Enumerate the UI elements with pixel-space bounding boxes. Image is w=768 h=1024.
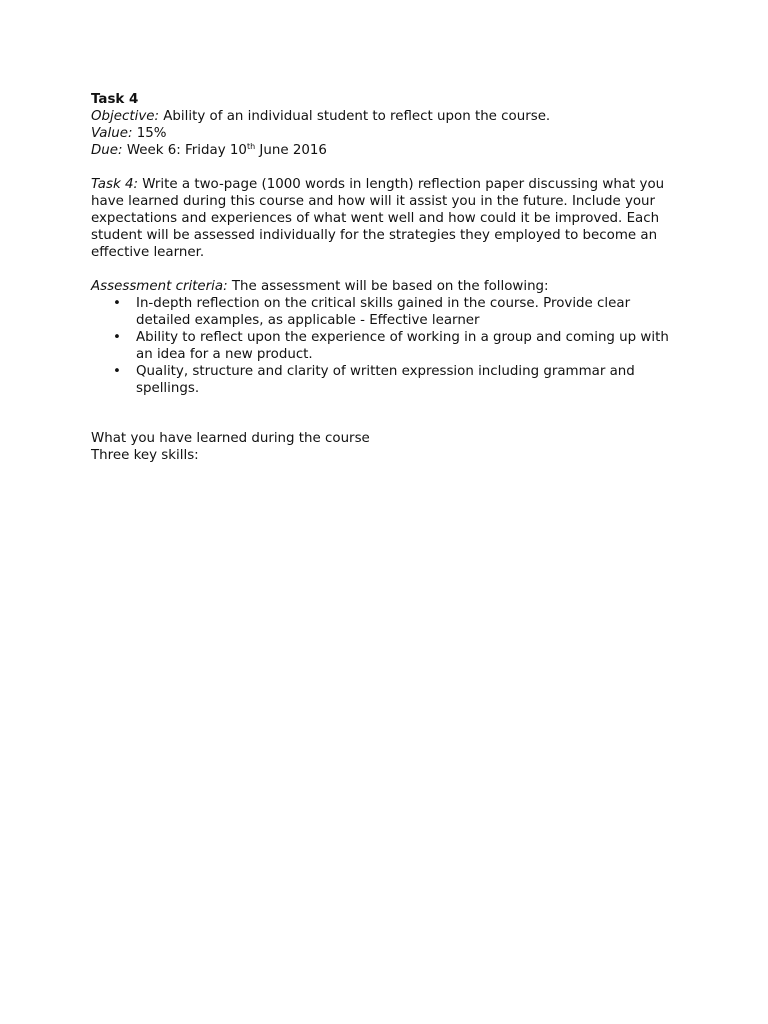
due-line: [91, 142, 681, 159]
criteria-item: [91, 329, 681, 363]
document-body: [91, 91, 681, 464]
assessment-label: Assessment criteria:: [91, 279, 228, 294]
learned-section: [91, 430, 681, 464]
value-line: [91, 125, 681, 142]
criteria-item: [91, 363, 681, 397]
objective-line: [91, 108, 681, 125]
objective-label: Objective:: [91, 109, 160, 124]
bullet-icon: •: [113, 330, 121, 345]
criteria-item: [91, 295, 681, 329]
task-description-text: Write a two-page (1000 words in length) reflection paper discussing what you have learned during this course and how will it assist you in the future. Include your expectations and experiences of what went well and how could it be improved. Each student will be assessed individually for the strategies they employed to become an effective learner.: [91, 177, 665, 260]
bullet-icon: •: [113, 296, 121, 311]
task-description-label: Task 4:: [91, 177, 138, 192]
criteria-item-text: In-depth reflection on the critical skills gained in the course. Provide clear detailed examples, as applicable - Effective learner: [136, 296, 631, 328]
learned-heading: What you have learned during the course: [91, 431, 370, 446]
criteria-item-text: Ability to reflect upon the experience of working in a group and coming up with an idea for a new product.: [136, 330, 669, 362]
skills-heading: Three key skills:: [91, 448, 199, 463]
assessment-intro: [91, 278, 681, 295]
due-superscript: th: [246, 142, 256, 151]
value-text: 15%: [132, 126, 167, 141]
assessment-criteria: [91, 278, 681, 397]
task-heading: Task 4: [91, 92, 139, 107]
criteria-item-text: Quality, structure and clarity of written expression including grammar and spellings.: [136, 364, 635, 396]
criteria-list: [91, 295, 681, 397]
due-text-after: June 2016: [255, 143, 327, 158]
bullet-icon: •: [113, 364, 121, 379]
objective-text: Ability of an individual student to reflect upon the course.: [159, 109, 551, 124]
task-description: [91, 176, 681, 261]
due-text: Week 6: Friday 10: [122, 143, 247, 158]
value-label: Value:: [91, 126, 133, 141]
due-label: Due:: [91, 143, 123, 158]
assessment-text: The assessment will be based on the following:: [227, 279, 549, 294]
